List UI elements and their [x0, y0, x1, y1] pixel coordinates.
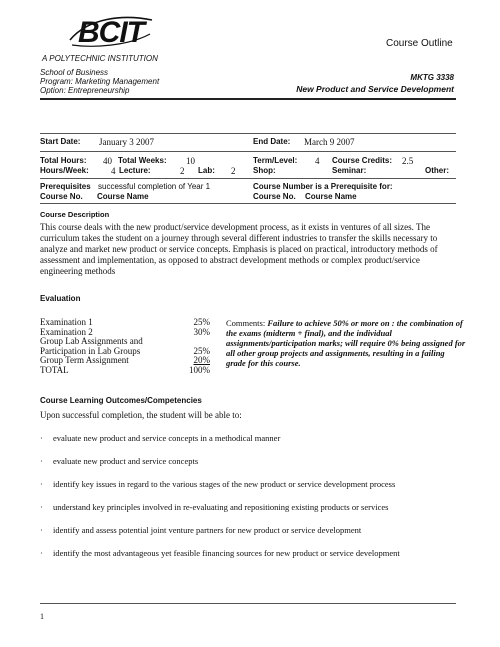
end-date-value: March 9 2007	[304, 137, 355, 147]
comments-text: Failure to achieve 50% or more on : the combination of the exams (midterm + final), and the individual assignments/participation marks; will require 0% being assigned for all other group projects and assignments, resulting in a failing grade for this course.	[226, 318, 466, 368]
credits-value: 2.5	[402, 156, 414, 166]
prereq-label: Prerequisites	[40, 182, 91, 191]
prereq-value: successful completion of Year 1	[98, 182, 211, 191]
term-label: Term/Level:	[253, 156, 298, 165]
description-heading: Course Description	[40, 210, 110, 219]
prereq-for-label: Course Number is a Prerequisite for:	[253, 182, 393, 191]
credits-label: Course Credits:	[332, 156, 393, 165]
term-value: 4	[315, 156, 320, 166]
logo-text: BCIT	[78, 16, 144, 49]
school-name: School of Business	[40, 68, 109, 77]
seminar-label: Seminar:	[332, 166, 367, 175]
outcome-item: · identify the most advantageous yet feasible financing sources for new product or service development	[40, 548, 400, 558]
evaluation-table	[40, 318, 210, 375]
hours-week-value: 4	[111, 166, 116, 176]
course-no-label: Course No.	[40, 192, 83, 201]
course-no-label-2: Course No.	[253, 192, 296, 201]
evaluation-row: Group Lab Assignments and	[40, 336, 143, 346]
divider-line	[40, 151, 456, 152]
evaluation-total-row: TOTAL 100%	[40, 364, 210, 375]
divider-line	[40, 133, 456, 134]
evaluation-comments	[226, 318, 466, 368]
page-number: 1	[40, 612, 44, 621]
other-label: Other:	[425, 166, 449, 175]
total-weeks-value: 10	[186, 156, 195, 166]
option-name: Option: Entrepreneurship	[40, 86, 130, 95]
divider-line	[40, 178, 456, 179]
outcome-item: · evaluate new product and service concepts in a methodical manner	[40, 433, 281, 443]
lecture-label: Lecture:	[119, 166, 151, 175]
header-divider	[40, 98, 456, 100]
course-code: MKTG 3338	[410, 73, 454, 82]
start-date-value: January 3 2007	[99, 137, 154, 147]
evaluation-heading: Evaluation	[40, 294, 81, 303]
description-text: This course deals with the new product/service development process, as it exists in ventures of all sizes. The curriculum takes the student on a journey through several different industries to transfer the skills necessary to analyze and market new product or service concepts. Emphasis is placed on practical, introductory methods of assessment and implementation, as opposed to abstract development methods or complex product/service engineering methods	[40, 222, 438, 276]
outcome-item: · identify and assess potential joint venture partners for new product or service development	[40, 525, 362, 535]
evaluation-row: Examination 1 25%	[40, 317, 210, 327]
course-title: New Product and Service Development	[296, 84, 454, 94]
comments-label: Comments:	[226, 318, 266, 328]
course-name-label-2: Course Name	[305, 192, 357, 201]
outcomes-heading: Course Learning Outcomes/Competencies	[40, 396, 202, 405]
outcome-item: · understand key principles involved in re-evaluating and repositioning existing products or services	[40, 502, 389, 512]
lab-value: 2	[231, 166, 236, 176]
document-title: Course Outline	[386, 38, 453, 49]
outcomes-intro: Upon successful completion, the student will be able to:	[40, 410, 242, 420]
shop-label: Shop:	[253, 166, 276, 175]
institution-tagline: A POLYTECHNIC INSTITUTION	[42, 54, 158, 63]
lecture-value: 2	[180, 166, 185, 176]
evaluation-row: Examination 2 30%	[40, 326, 210, 337]
outcome-item: · identify key issues in regard to the various stages of the new product or service development process	[40, 479, 396, 489]
divider-line	[40, 203, 456, 204]
hours-week-label: Hours/Week:	[40, 166, 89, 175]
lab-label: Lab:	[198, 166, 215, 175]
end-date-label: End Date:	[253, 137, 291, 146]
evaluation-row: Group Term Assignment 20%	[40, 355, 210, 365]
start-date-label: Start Date:	[40, 137, 81, 146]
program-name: Program: Marketing Management	[40, 77, 160, 86]
total-hours-label: Total Hours:	[40, 156, 87, 165]
footer-divider	[40, 603, 456, 604]
total-weeks-label: Total Weeks:	[118, 156, 167, 165]
total-hours-value: 40	[103, 156, 112, 166]
outcome-item: · evaluate new product and service concepts	[40, 456, 199, 466]
bcit-logo	[68, 12, 154, 50]
course-name-label: Course Name	[97, 192, 149, 201]
outcomes-list	[40, 433, 480, 571]
evaluation-row: Participation in Lab Groups 25%	[40, 345, 210, 356]
